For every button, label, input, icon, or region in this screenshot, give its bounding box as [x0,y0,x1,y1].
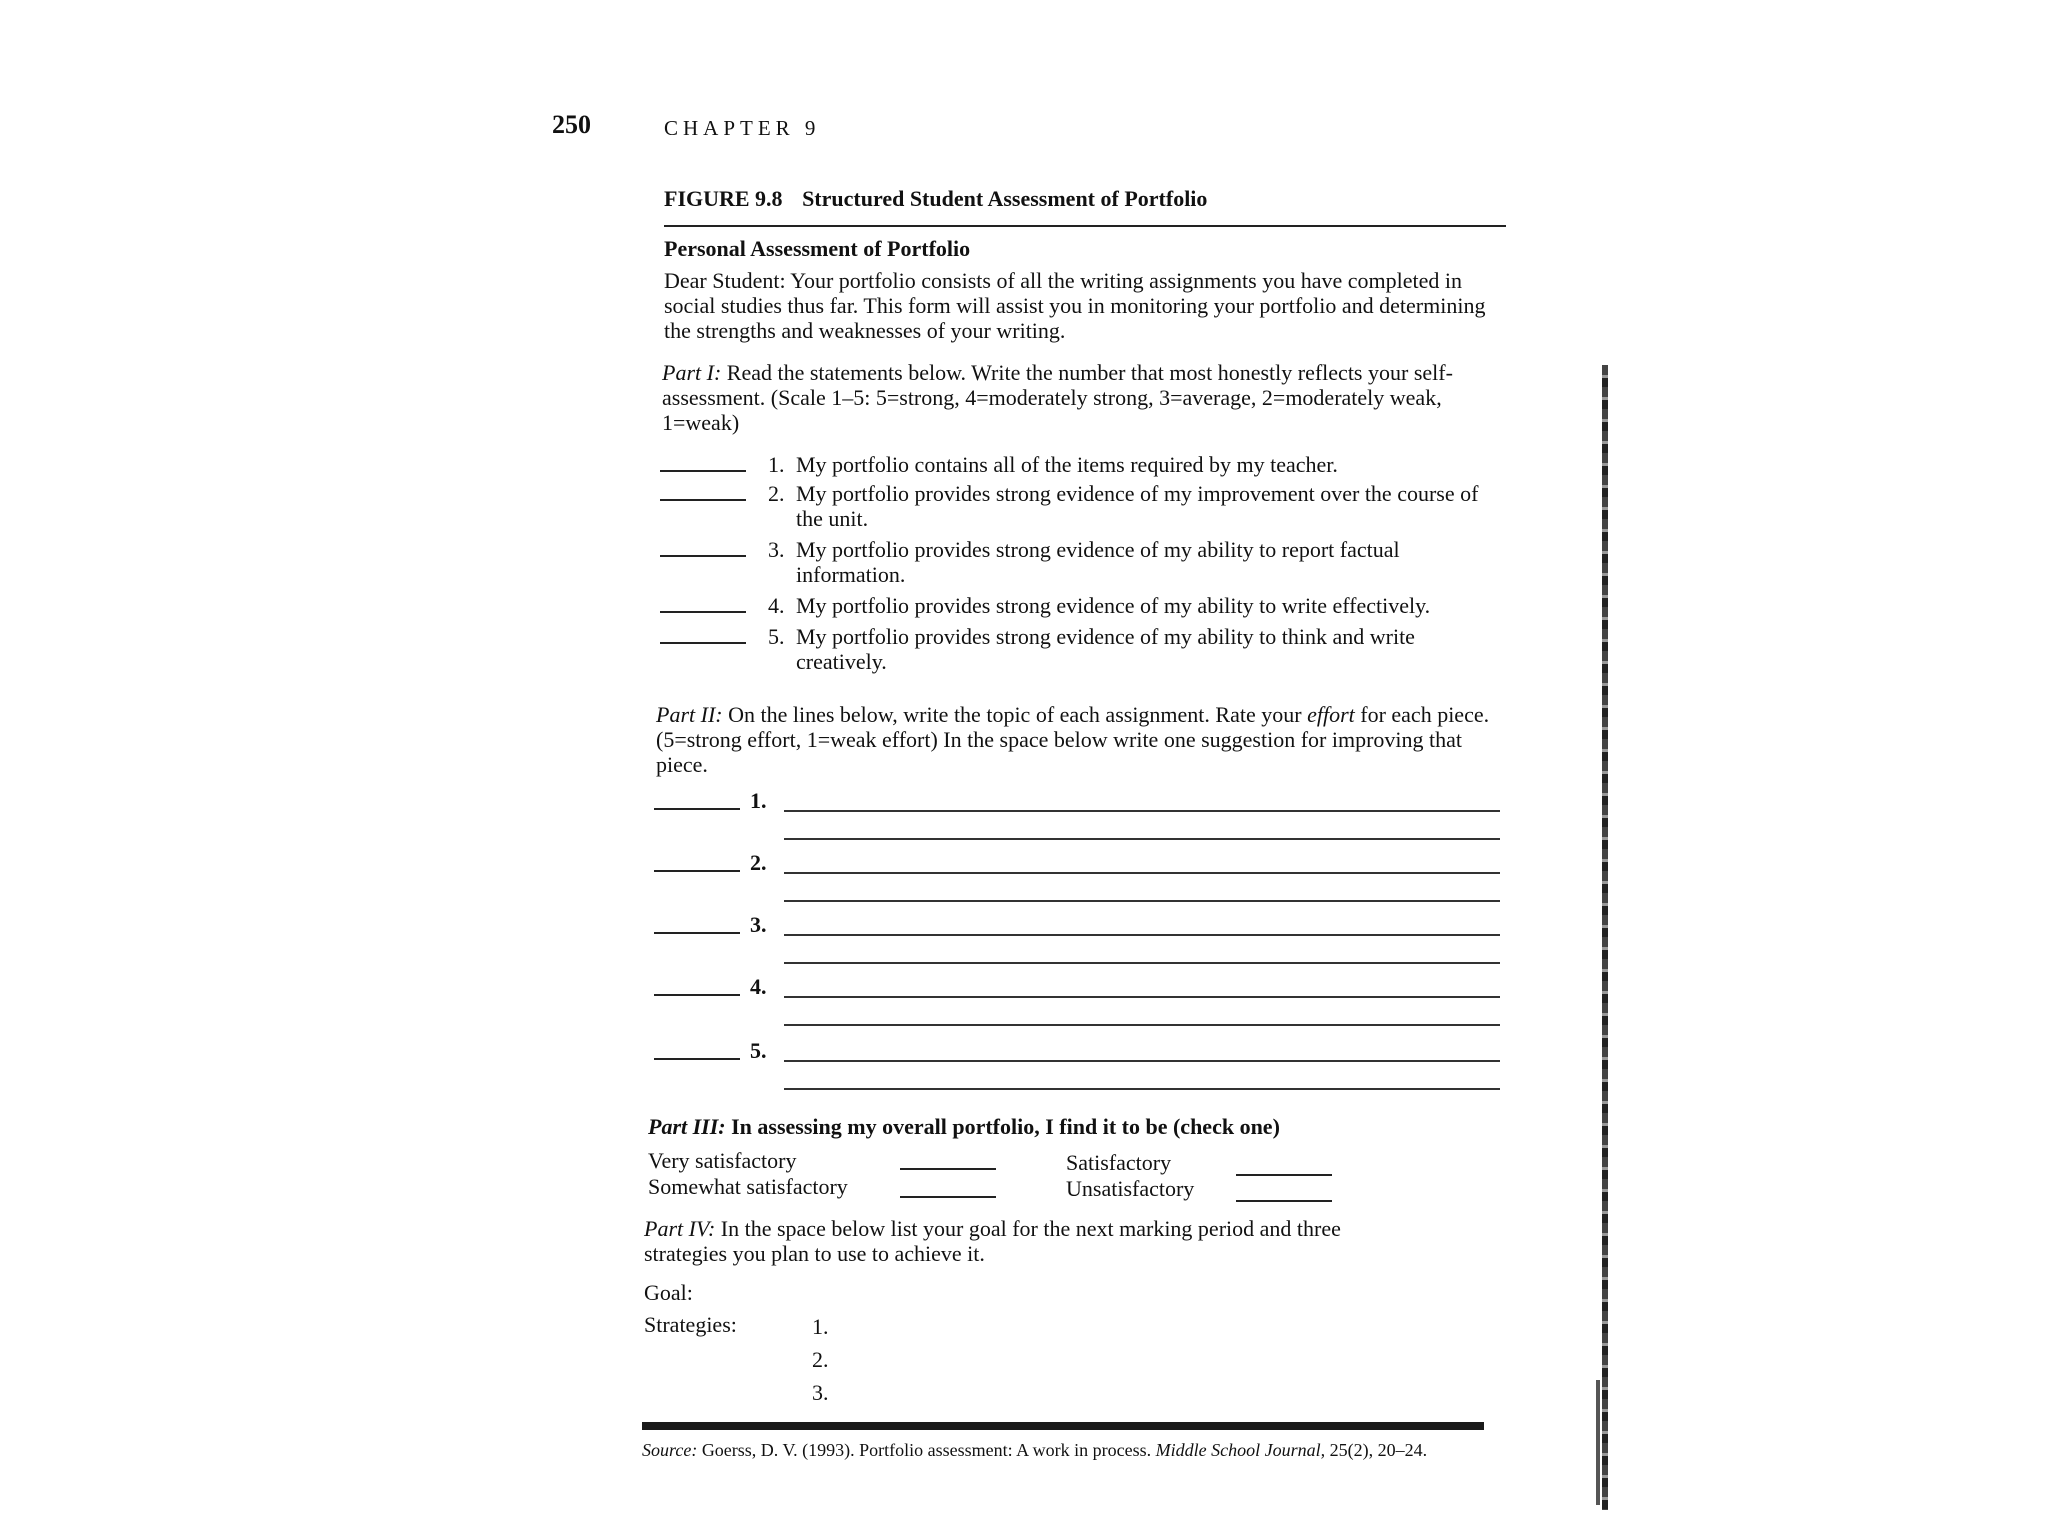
item-number: 2. [768,481,785,506]
rating-blank[interactable] [660,537,746,557]
part1-item [660,537,1506,587]
rating-blank[interactable] [660,452,746,472]
source-volume: 25(2), 20–24. [1329,1440,1428,1460]
page-number: 250 [552,110,591,139]
row-number: 1. [750,788,767,813]
topic-line[interactable] [784,1060,1500,1062]
part2-row [654,1038,1504,1098]
rating-blank[interactable] [660,481,746,501]
row-number: 5. [750,1038,767,1063]
rating-blank[interactable] [660,624,746,644]
row-number: 2. [750,850,767,875]
check-satisfactory[interactable] [1236,1156,1332,1176]
form-title: Personal Assessment of Portfolio [664,236,971,261]
option-satisfactory: Satisfactory [1066,1150,1172,1175]
item-text: My portfolio contains all of the items required by my teacher. [796,452,1338,477]
effort-blank[interactable] [654,852,740,872]
part3-text: In assessing my overall portfolio, I find it to be (check one) [731,1114,1280,1139]
part1-label: Part I: [662,360,722,385]
part3-instructions [648,1114,1508,1139]
part2-row [654,974,1504,1034]
figure-caption [664,186,1207,212]
intro-paragraph: Dear Student: Your portfolio consists of all the writing assignments you have completed in social studies thus far. This form will assist you in monitoring your portfolio and determining the strengths and weaknesses of your writing. [664,268,1486,343]
effort-blank[interactable] [654,790,740,810]
figure-number: FIGURE 9.8 [664,186,783,211]
source-label: Source: [642,1440,698,1460]
item-text: My portfolio provides strong evidence of my ability to report factual information. [796,537,1400,587]
row-number: 4. [750,974,767,999]
part2-row [654,850,1504,910]
scan-page-edge [1602,365,1608,1510]
part1-item [660,481,1506,531]
source-text: Goerss, D. V. (1993). Portfolio assessment: A work in process. [701,1440,1152,1460]
part1-items [660,452,1506,674]
part4-label: Part IV: [644,1216,716,1241]
part1-item [660,452,1506,477]
item-number: 1. [768,452,785,477]
item-text: My portfolio provides strong evidence of my improvement over the course of the unit. [796,481,1479,531]
part1-text: Read the statements below. Write the number that most honestly reflects your self-assessment. (Scale 1–5: 5=strong, 4=moderately strong, 3=average, 2=moderately weak, 1=weak) [662,360,1453,435]
strategy-number: 2. [812,1347,829,1372]
goal-label: Goal: [644,1280,693,1305]
part2-label: Part II: [656,702,723,727]
part3-label: Part III: [648,1114,726,1139]
part4-text: In the space below list your goal for the next marking period and three strategies you plan to use to achieve it. [644,1216,1341,1266]
item-number: 3. [768,537,785,562]
strategy-number: 3. [812,1380,829,1405]
topic-line[interactable] [784,872,1500,874]
effort-blank[interactable] [654,1040,740,1060]
part4-instructions [644,1216,1404,1266]
row-number: 3. [750,912,767,937]
part2-emphasis: effort [1307,702,1355,727]
chapter-heading: CHAPTER 9 [664,116,821,140]
part2-rows [654,788,1504,1108]
figure-title: Structured Student Assessment of Portfolio [802,186,1208,211]
rating-blank[interactable] [660,593,746,613]
topic-line[interactable] [784,934,1500,936]
item-number: 5. [768,624,785,649]
part2-text-after: for each piece. (5=strong effort, 1=weak effort) In the space below write one suggestion for improving that piece. [656,702,1490,777]
check-very-satisfactory[interactable] [900,1150,996,1170]
scan-page-edge-shadow [1596,1380,1600,1505]
caption-rule [664,225,1506,227]
option-somewhat-satisfactory: Somewhat satisfactory [648,1174,848,1199]
topic-line[interactable] [784,996,1500,998]
part1-item [660,624,1506,674]
suggestion-line[interactable] [784,900,1500,902]
part2-row [654,788,1504,848]
part2-row [654,912,1504,972]
item-text: My portfolio provides strong evidence of my ability to think and write creatively. [796,624,1415,674]
item-text: My portfolio provides strong evidence of my ability to write effectively. [796,593,1431,618]
check-somewhat-satisfactory[interactable] [900,1178,996,1198]
suggestion-line[interactable] [784,1088,1500,1090]
effort-blank[interactable] [654,976,740,996]
suggestion-line[interactable] [784,962,1500,964]
check-unsatisfactory[interactable] [1236,1182,1332,1202]
part1-instructions [662,360,1504,435]
item-number: 4. [768,593,785,618]
part1-item [660,593,1506,618]
part2-text-before: On the lines below, write the topic of each assignment. Rate your [728,702,1302,727]
strategies-label: Strategies: [644,1312,737,1337]
option-very-satisfactory: Very satisfactory [648,1148,797,1173]
option-unsatisfactory: Unsatisfactory [1066,1176,1195,1201]
suggestion-line[interactable] [784,838,1500,840]
strategy-number: 1. [812,1314,829,1339]
effort-blank[interactable] [654,914,740,934]
source-journal: Middle School Journal, [1155,1440,1326,1460]
source-citation [642,1440,1427,1461]
topic-line[interactable] [784,810,1500,812]
part2-instructions [656,702,1504,777]
bottom-rule [642,1422,1484,1430]
suggestion-line[interactable] [784,1024,1500,1026]
